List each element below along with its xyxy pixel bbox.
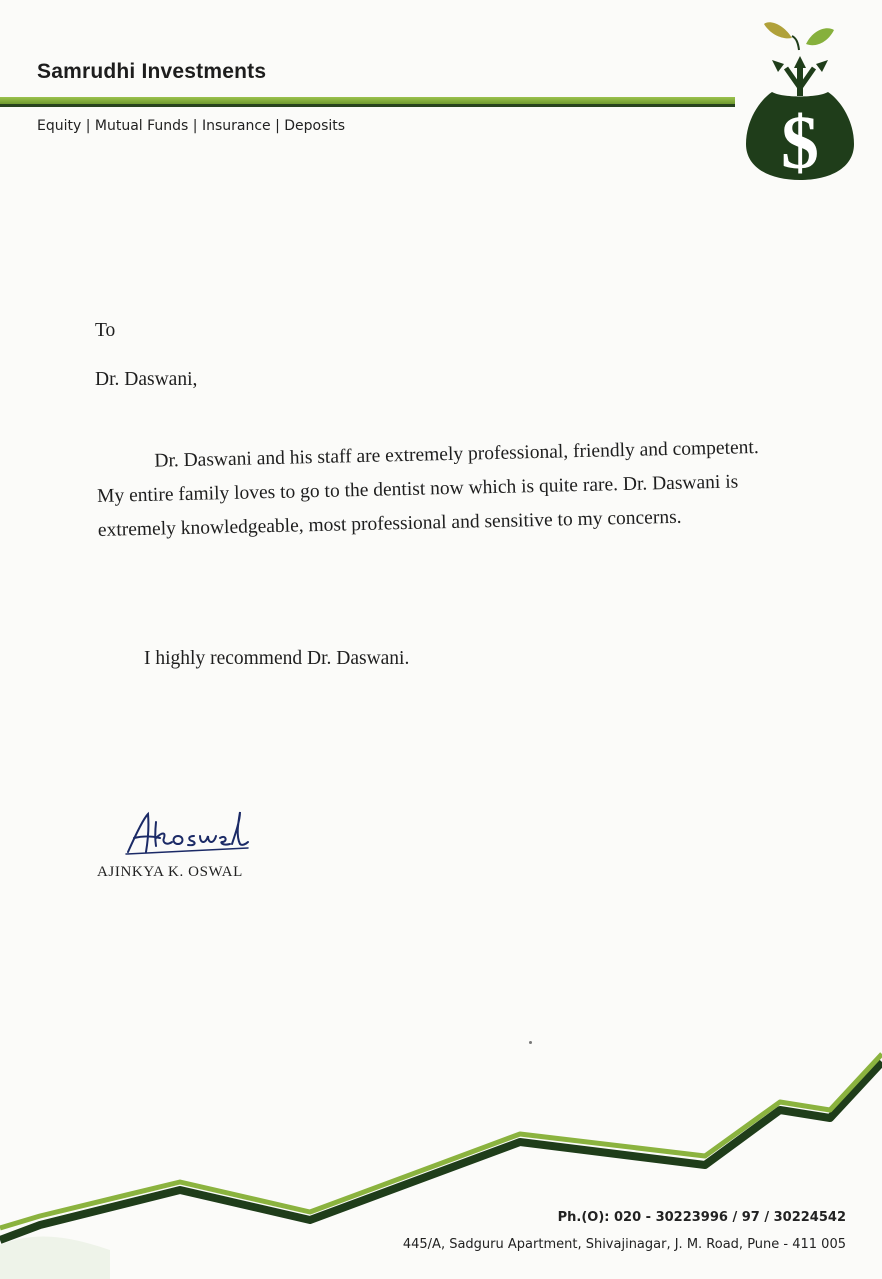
recipient-name: Dr. Daswani, <box>95 369 198 390</box>
svg-text:$: $ <box>781 101 819 185</box>
company-name: Samrudhi Investments <box>37 60 267 83</box>
letter-body: Dr. Daswani and his staff are extremely professional, friendly and competent. My entire family loves to go to the dentist now which is quite rare. Dr. Daswani is extremely knowledgeable, most professional and sensitive to my concerns. <box>96 436 759 541</box>
recipient-to: To <box>95 320 116 341</box>
recommendation-line: I highly recommend Dr. Daswani. <box>144 648 410 669</box>
header-rule-green <box>0 97 735 104</box>
speck <box>529 1041 532 1044</box>
footer-phone: Ph.(O): 020 - 30223996 / 97 / 30224542 <box>557 1210 846 1225</box>
money-bag-dollar-sprout-icon <box>742 20 860 185</box>
services-line: Equity | Mutual Funds | Insurance | Deposits <box>37 118 346 134</box>
handwritten-signature <box>122 808 252 858</box>
header-rule-dark <box>0 104 735 107</box>
footer-address: 445/A, Sadguru Apartment, Shivajinagar, J. M. Road, Pune - 411 005 <box>402 1237 846 1252</box>
signer-name: AJINKYA K. OSWAL <box>97 864 243 880</box>
